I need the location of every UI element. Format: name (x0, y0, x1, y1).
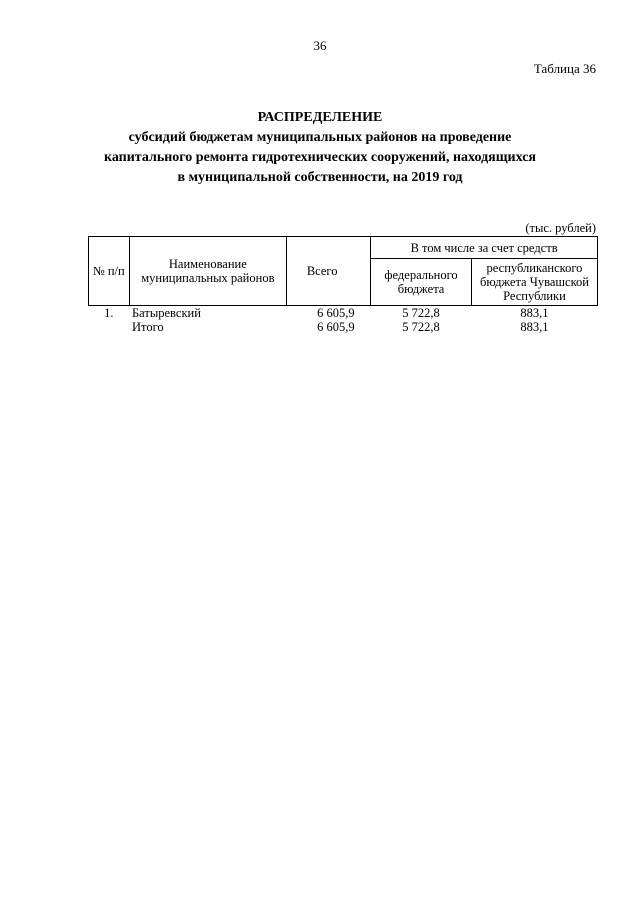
header-total: Всего (287, 237, 371, 306)
header-group: В том числе за счет средств (371, 237, 598, 259)
title-line-3: капитального ремонта гидротехнических сооружений, находящихся (103, 150, 537, 165)
document-title (0, 108, 640, 188)
header-republic: республиканского бюджета Чувашской Республики (471, 259, 597, 306)
subsidy-table (88, 236, 598, 334)
unit-label: (тыс. рублей) (525, 221, 596, 235)
title-line-2: субсидий бюджетам муниципальных районов на проведение (128, 130, 512, 145)
cell-name: Итого (132, 320, 164, 334)
cell-republic: 883,1 (520, 320, 549, 334)
title-line-4: в муниципальной собственности, на 2019 год (177, 170, 463, 185)
table-label: Таблица 36 (533, 61, 596, 76)
cell-num (89, 320, 130, 334)
cell-total: 6 605,9 (317, 306, 355, 320)
header-name: Наименование муниципальных районов (129, 237, 287, 306)
table-row (89, 306, 598, 321)
cell-total: 6 605,9 (317, 320, 355, 334)
cell-federal: 5 722,8 (402, 306, 440, 320)
table-row (89, 320, 598, 334)
title-line-1: РАСПРЕДЕЛЕНИЕ (257, 110, 383, 125)
page-number: 36 (313, 38, 327, 53)
header-federal: федерального бюджета (371, 259, 472, 306)
header-num: № п/п (89, 237, 130, 306)
cell-federal: 5 722,8 (402, 320, 440, 334)
cell-republic: 883,1 (520, 306, 549, 320)
cell-name: Батыревский (132, 306, 201, 320)
cell-num: 1. (104, 306, 114, 320)
